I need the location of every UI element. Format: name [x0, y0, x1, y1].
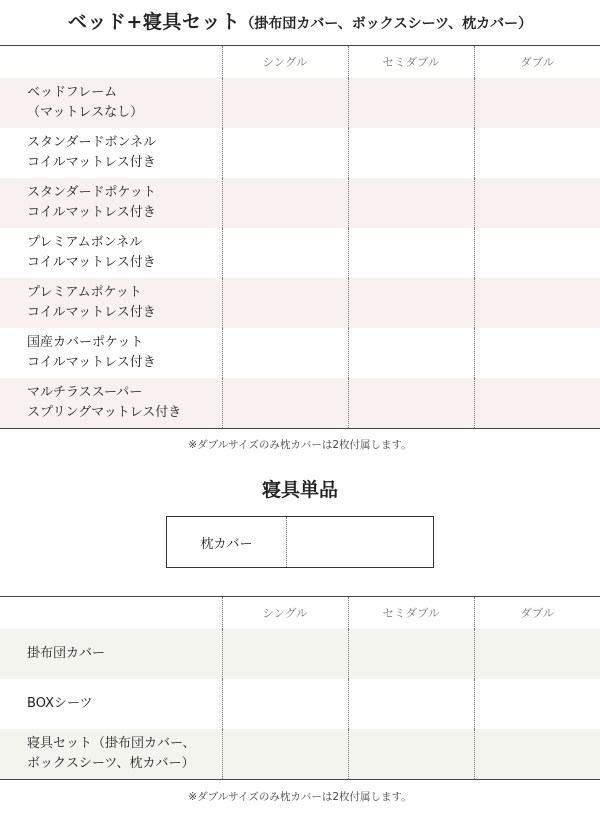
price-cell: [222, 228, 348, 278]
row-label: ベッドフレーム （マットレスなし）: [0, 78, 222, 128]
row-label: 掛布団カバー: [0, 629, 222, 679]
row-label: プレミアムボンネル コイルマットレス付き: [27, 235, 156, 270]
table-row: [0, 328, 600, 378]
table-row: [0, 78, 600, 128]
price-cell: [474, 378, 600, 429]
price-cell: [348, 278, 474, 328]
row-label: スタンダードボンネル コイルマットレス付き: [27, 135, 157, 170]
table-row: [0, 629, 600, 679]
column-header-double: ダブル: [474, 597, 600, 630]
bedding-items-table: [0, 596, 600, 780]
section2-title: 寝具単品: [261, 479, 338, 501]
price-cell: [474, 729, 600, 780]
column-header-double: ダブル: [474, 46, 600, 79]
column-header-single: シングル: [222, 597, 348, 630]
price-cell: [474, 178, 600, 228]
table-row: [0, 228, 600, 278]
row-label: 国産カバーポケット コイルマットレス付き: [27, 335, 156, 370]
table-row: [0, 679, 600, 729]
table-row: [0, 378, 600, 429]
price-cell: [348, 228, 474, 278]
section1-subtitle: （掛布団カバー、ボックスシーツ、枕カバー）: [240, 16, 533, 32]
price-cell: [222, 78, 348, 128]
row-label: 寝具セット（掛布団カバー、 ボックスシーツ、枕カバー）: [0, 729, 222, 780]
price-cell: [348, 378, 474, 429]
table-row: [0, 278, 600, 328]
column-header-single: シングル: [222, 46, 348, 79]
price-cell: [222, 378, 348, 429]
row-label: BOXシーツ: [27, 696, 93, 711]
price-cell: [474, 679, 600, 729]
section1-note: ※ダブルサイズのみ枕カバーは2枚付属します。: [188, 439, 412, 451]
price-cell: [474, 629, 600, 679]
section1-title: ベッド+寝具セット: [67, 11, 241, 33]
price-cell: [222, 729, 348, 780]
table-row: [0, 128, 600, 178]
price-cell: [474, 228, 600, 278]
header-blank: [0, 46, 222, 79]
column-header-semi-double: セミダブル: [348, 46, 474, 79]
pillow-cover-label: 枕カバー: [167, 517, 287, 567]
price-cell: [348, 729, 474, 780]
price-cell: [222, 679, 348, 729]
pillow-cover-box: [166, 516, 434, 568]
section1-heading: [0, 8, 600, 38]
price-cell: [348, 128, 474, 178]
column-header-semi-double: セミダブル: [348, 597, 474, 630]
price-cell: [474, 328, 600, 378]
price-cell: [348, 328, 474, 378]
price-cell: [222, 128, 348, 178]
price-cell: [474, 128, 600, 178]
table-header-row: [0, 597, 600, 630]
header-blank: [0, 597, 222, 630]
table-row: [0, 729, 600, 780]
bed-set-table: [0, 45, 600, 429]
price-cell: [474, 78, 600, 128]
row-label: マルチラススーパー スプリングマットレス付き: [0, 378, 222, 429]
price-cell: [348, 78, 474, 128]
price-cell: [222, 328, 348, 378]
price-cell: [474, 278, 600, 328]
pillow-cover-price-cell: [287, 517, 433, 567]
price-cell: [222, 178, 348, 228]
row-label: プレミアムポケット コイルマットレス付き: [0, 278, 222, 328]
price-cell: [222, 629, 348, 679]
price-cell: [348, 178, 474, 228]
row-label: スタンダードポケット コイルマットレス付き: [0, 178, 222, 228]
price-cell: [348, 679, 474, 729]
table-header-row: [0, 46, 600, 79]
price-cell: [222, 278, 348, 328]
section2-note: ※ダブルサイズのみ枕カバーは2枚付属します。: [188, 791, 412, 803]
table-row: [0, 178, 600, 228]
price-cell: [348, 629, 474, 679]
